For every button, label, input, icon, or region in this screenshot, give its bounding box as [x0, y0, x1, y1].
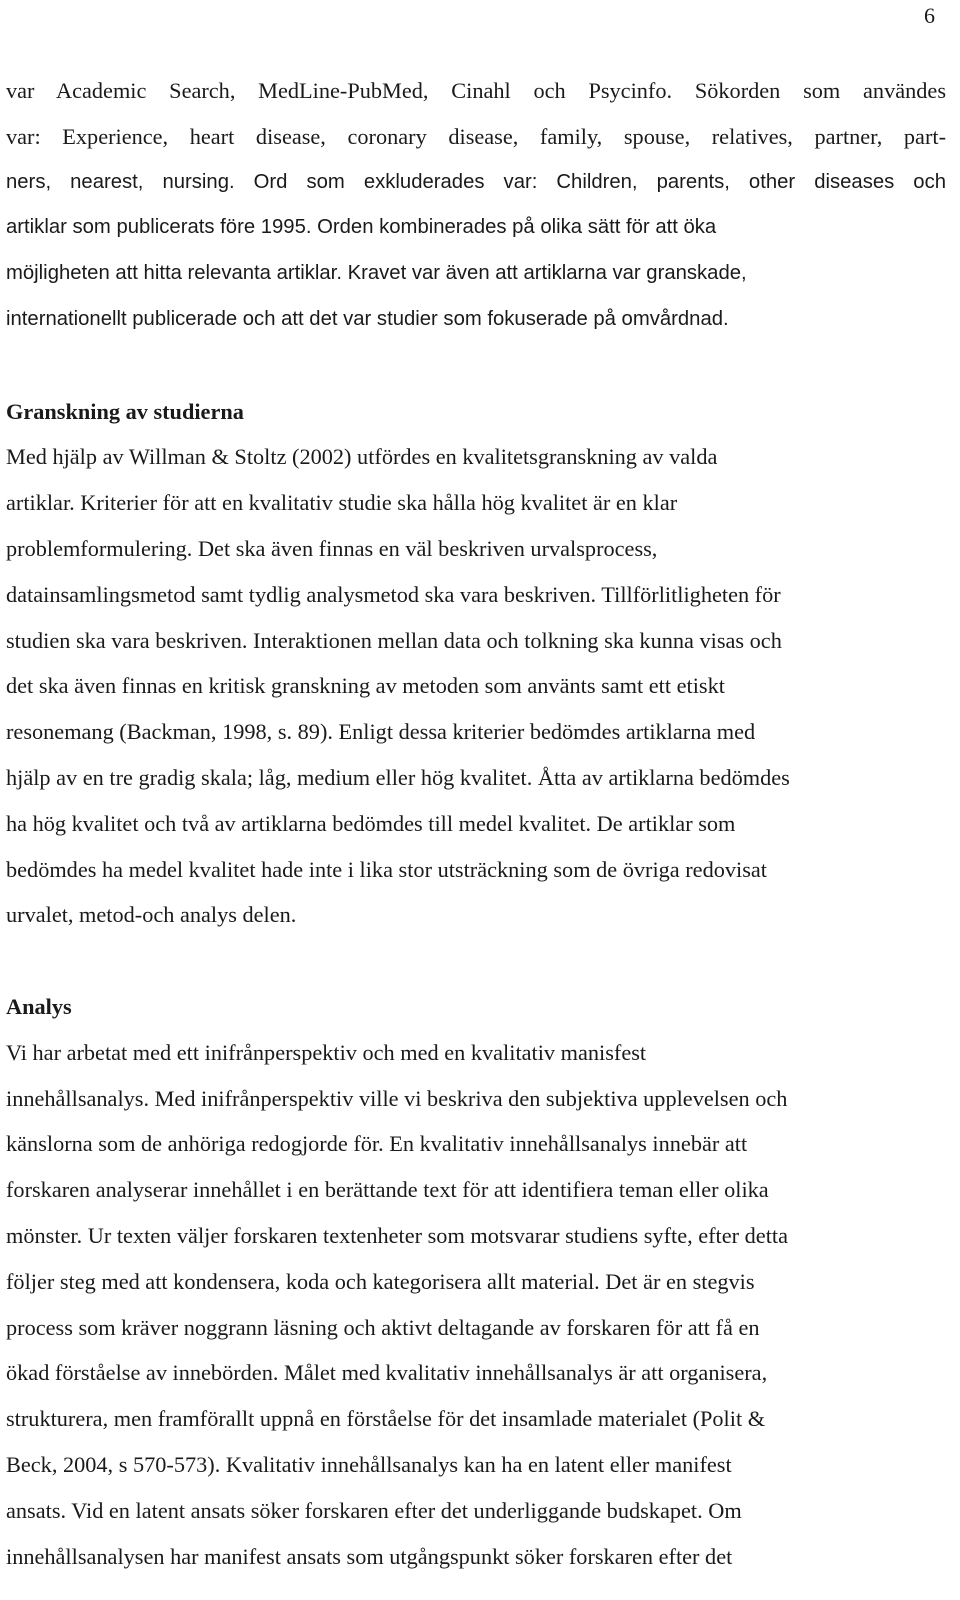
text-line: möjligheten att hitta relevanta artiklar. Kravet var även att artiklarna var granskade, — [6, 262, 747, 285]
text-line: det ska även finnas en kritisk granskning av metoden som använts samt ett etiskt — [6, 673, 725, 699]
text-line: ners, nearest, nursing. Ord som exkluderades var: Children, parents, other diseases och — [6, 170, 946, 193]
paragraph-review — [6, 434, 946, 938]
section-heading-review: Granskning av studierna — [6, 398, 244, 424]
text-line: forskaren analyserar innehållet i en berättande text för att identifiera teman eller olika — [6, 1177, 769, 1203]
text-line: Vi har arbetat med ett inifrånperspektiv och med en kvalitativ manisfest — [6, 1039, 647, 1065]
text-line: följer steg med att kondensera, koda och kategorisera allt material. Det är en stegvis — [6, 1268, 755, 1294]
text-line: innehållsanalys. Med inifrånperspektiv ville vi beskriva den subjektiva upplevelsen och — [6, 1085, 788, 1111]
text-line: Med hjälp av Willman & Stoltz (2002) utfördes en kvalitetsgranskning av valda — [6, 444, 718, 470]
section-heading-analysis: Analys — [6, 993, 72, 1019]
text-line: ansats. Vid en latent ansats söker forskaren efter det underliggande budskapet. Om — [6, 1497, 742, 1523]
text-line: resonemang (Backman, 1998, s. 89). Enligt dessa kriterier bedömdes artiklarna med — [6, 719, 756, 745]
text-line: mönster. Ur texten väljer forskaren textenheter som motsvarar studiens syfte, efter detta — [6, 1222, 788, 1248]
text-line: hjälp av en tre gradig skala; låg, medium eller hög kvalitet. Åtta av artiklarna bedömdes — [6, 764, 790, 790]
text-line: problemformulering. Det ska även finnas en väl beskriven urvalsprocess, — [6, 535, 658, 561]
text-line: ökad förståelse av innebörden. Målet med kvalitativ innehållsanalys är att organisera, — [6, 1360, 768, 1386]
paragraph-analysis — [6, 1030, 946, 1580]
page-number: 6 — [924, 3, 935, 28]
text-line: studien ska vara beskriven. Interaktionen mellan data och tolkning ska kunna visas och — [6, 627, 782, 653]
paragraph-spacer — [6, 343, 946, 389]
text-line: ha hög kvalitet och två av artiklarna bedömdes till medel kvalitet. De artiklar som — [6, 810, 736, 836]
text-line: strukturera, men framförallt uppnå en förståelse för det insamlade materialet (Polit & — [6, 1406, 766, 1432]
text-line: process som kräver noggrann läsning och aktivt deltagande av forskaren för att få en — [6, 1314, 760, 1340]
document-body — [6, 68, 946, 1579]
text-line: Beck, 2004, s 570-573). Kvalitativ innehållsanalys kan ha en latent eller manifest — [6, 1451, 732, 1477]
text-line: urvalet, metod-och analys delen. — [6, 902, 297, 928]
text-line: artiklar. Kriterier för att en kvalitativ studie ska hålla hög kvalitet är en klar — [6, 490, 678, 516]
text-line: var Academic Search, MedLine-PubMed, Cinahl och Psycinfo. Sökorden som användes — [6, 78, 946, 103]
text-line: bedömdes ha medel kvalitet hade inte i lika stor utsträckning som de övriga redovisat — [6, 856, 767, 882]
text-line: internationellt publicerade och att det var studier som fokuserade på omvårdnad. — [6, 307, 729, 330]
text-line: känslorna som de anhöriga redogjorde för. En kvalitativ innehållsanalys innebär att — [6, 1131, 748, 1157]
text-line: var: Experience, heart disease, coronary disease, family, spouse, relatives, partner, part- — [6, 123, 946, 149]
text-line: artiklar som publicerats före 1995. Orden kombinerades på olika sätt för att öka — [6, 216, 717, 239]
paragraph-search-terms — [6, 68, 946, 343]
paragraph-spacer — [6, 938, 946, 984]
text-line: datainsamlingsmetod samt tydlig analysmetod ska vara beskriven. Tillförlitligheten för — [6, 581, 781, 607]
text-line: innehållsanalysen har manifest ansats som utgångspunkt söker forskaren efter det — [6, 1543, 733, 1569]
